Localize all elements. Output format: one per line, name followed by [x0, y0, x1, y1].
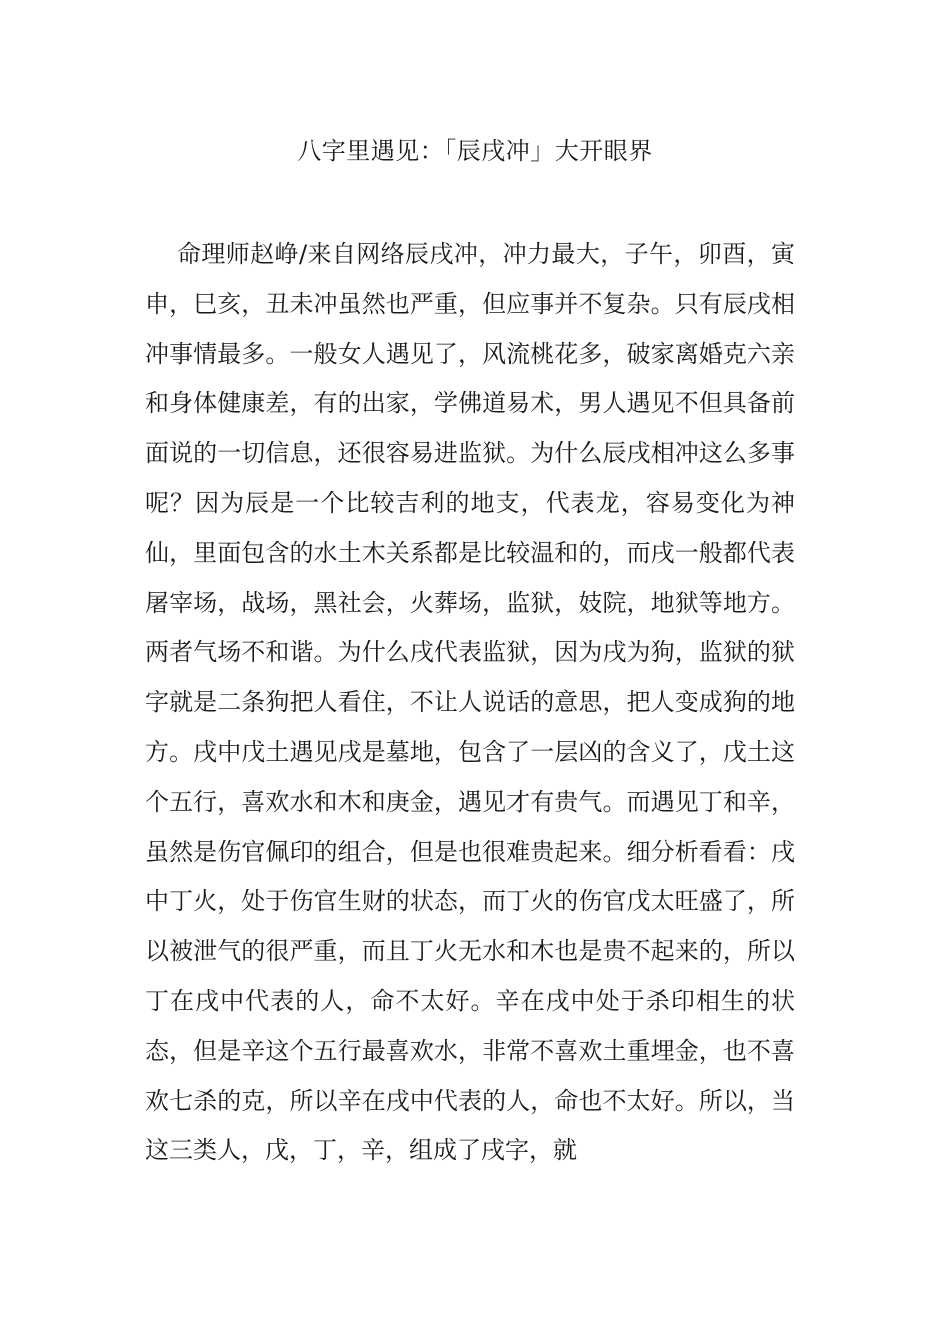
document-title: 八字里遇见：「辰戌冲」大开眼界	[297, 137, 653, 165]
body-paragraph: 命理师赵峥/来自网络辰戌冲，冲力最大，子午，卯酉，寅申，巳亥，丑未冲虽然也严重，但应事并不复杂。只有辰戌相冲事情最多。一般女人遇见了，风流桃花多，破家离婚克六亲和身体健康差，有的出家，学佛道易术，男人遇见不但具备前面说的一切信息，还很容易进监狱。为什么辰戌相冲这么多事呢？因为辰是一个比较吉利的地支，代表龙，容易变化为神仙，里面包含的水土木关系都是比较温和的，而戌一般都代表屠宰场，战场，黑社会，火葬场，监狱，妓院，地狱等地方。两者气场不和谐。为什么戌代表监狱，因为戌为狗，监狱的狱字就是二条狗把人看住，不让人说话的意思，把人变成狗的地方。戌中戊土遇见戌是墓地，包含了一层凶的含义了，戊土这个五行，喜欢水和木和庚金，遇见才有贵气。而遇见丁和辛，虽然是伤官佩印的组合，但是也很难贵起来。细分析看看：戌中丁火，处于伤官生财的状态，而丁火的伤官戊太旺盛了，所以被泄气的很严重，而且丁火无水和木也是贵不起来的，所以丁在戌中代表的人，命不太好。辛在戌中处于杀印相生的状态，但是辛这个五行最喜欢水，非常不喜欢土重埋金，也不喜欢七杀的克，所以辛在戌中代表的人，命也不太好。所以，当这三类人，戊，丁，辛，组成了戌字，就	[145, 240, 795, 1165]
